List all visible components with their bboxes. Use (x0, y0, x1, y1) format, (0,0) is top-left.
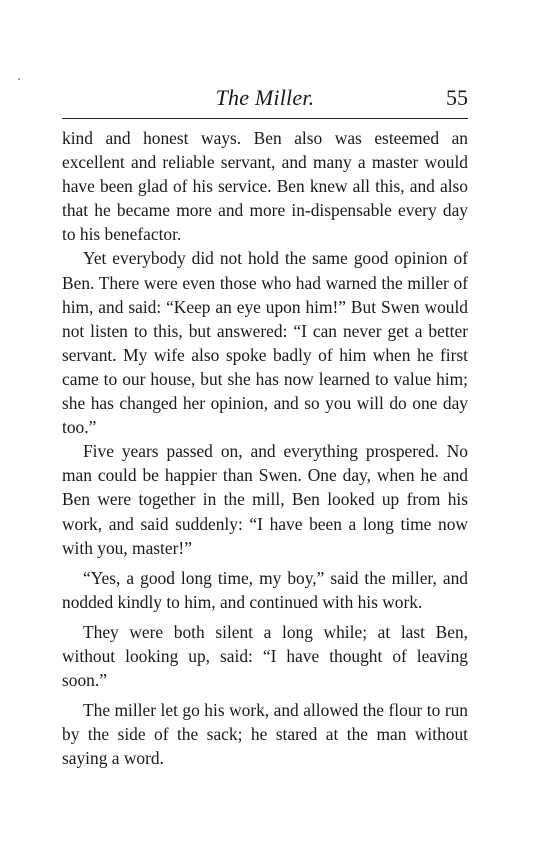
paragraph: The miller let go his work, and allowed the flour to run by the side of the sack; he stared at the man without saying a word. (62, 700, 468, 769)
paragraph: “Yes, a good long time, my boy,” said the miller, and nodded kindly to him, and continued with his work. (62, 567, 468, 612)
chapter-title: The Miller. (215, 85, 315, 110)
paragraph: kind and honest ways. Ben also was esteemed an excellent and reliable servant, and many a master would have been glad of his service. Ben knew all this, and also that he became more and more in-dispensable every day to his benefactor. (62, 128, 468, 245)
body-text (62, 126, 468, 770)
page-speck (18, 78, 20, 80)
paragraph: Five years passed on, and everything prospered. No man could be happier than Swen. One day, when he and Ben were together in the mill, Ben looked up from his work, and said suddenly: “I have been a long time now with you, master!” (62, 441, 468, 558)
running-head (62, 84, 468, 112)
page-number: 55 (446, 85, 468, 110)
paragraph: They were both silent a long while; at last Ben, without looking up, said: “I have thought of leaving soon.” (62, 621, 468, 691)
header-rule (62, 118, 468, 119)
paragraph: Yet everybody did not hold the same good opinion of Ben. There were even those who had warned the miller of him, and said: “Keep an eye upon him!” But Swen would not listen to this, but answered: “I can never get a better servant. My wife also spoke badly of him when he first came to our house, but she has now learned to value him; she has changed her opinion, and so you will do one day too.” (62, 248, 468, 438)
